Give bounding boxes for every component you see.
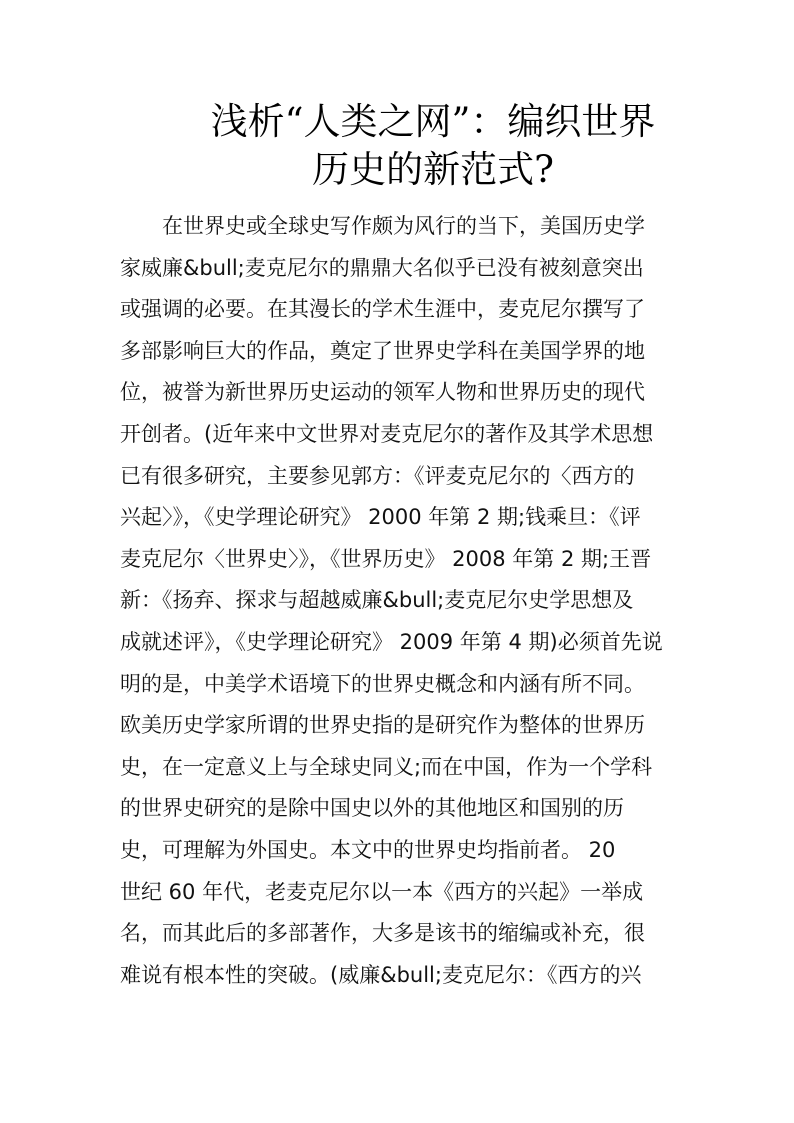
body-line: 明的是，中美学术语境下的世界史概念和内涵有所不同。 [120, 671, 645, 696]
body-line: 开创者。(近年来中文世界对麦克尼尔的著作及其学术思想 [120, 421, 654, 446]
body-line: 成就述评》，《史学理论研究》 2009 年第 4 期)必须首先说 [120, 629, 663, 654]
body-line: 或强调的必要。在其漫长的学术生涯中，麦克尼尔撰写了 [120, 297, 645, 322]
body-line: 麦克尼尔〈世界史〉》，《世界历史》 2008 年第 2 期;王晋 [120, 546, 652, 571]
body-line: 在世界史或全球史写作颇为风行的当下，美国历史学 [162, 214, 645, 238]
body-line: 已有很多研究，主要参见郭方：《评麦克尼尔的〈西方的 [120, 463, 635, 488]
body-line: 史，可理解为外国史。本文中的世界史均指前者。 20 [120, 837, 616, 862]
body-paragraph [120, 206, 690, 996]
body-line: 位，被誉为新世界历史运动的领军人物和世界历史的现代 [120, 380, 645, 405]
body-line: 世纪 60 年代，老麦克尼尔以一本《西方的兴起》一举成 [120, 879, 644, 904]
title-line: 浅析“人类之网”：编织世界 [210, 100, 656, 143]
body-line: 的世界史研究的是除中国史以外的其他地区和国别的历 [120, 796, 624, 821]
document-title [110, 98, 756, 194]
body-line: 名，而其此后的多部著作，大多是该书的缩编或补充，很 [120, 921, 645, 946]
title-line: 历史的新范式? [312, 148, 554, 191]
body-line: 欧美历史学家所谓的世界史指的是研究作为整体的世界历 [120, 713, 645, 738]
body-line: 多部影响巨大的作品，奠定了世界史学科在美国学界的地 [120, 338, 645, 363]
body-line: 新：《扬弃、探求与超越威廉&bull;麦克尼尔史学思想及 [120, 588, 634, 613]
body-line: 难说有根本性的突破。(威廉&bull;麦克尼尔：《西方的兴 [120, 962, 642, 987]
body-line: 兴起〉》，《史学理论研究》 2000 年第 2 期;钱乘旦：《评 [120, 505, 641, 530]
body-line: 史，在一定意义上与全球史同义;而在中国，作为一个学科 [120, 754, 653, 779]
body-line: 家威廉&bull;麦克尼尔的鼎鼎大名似乎已没有被刻意突出 [120, 255, 644, 280]
